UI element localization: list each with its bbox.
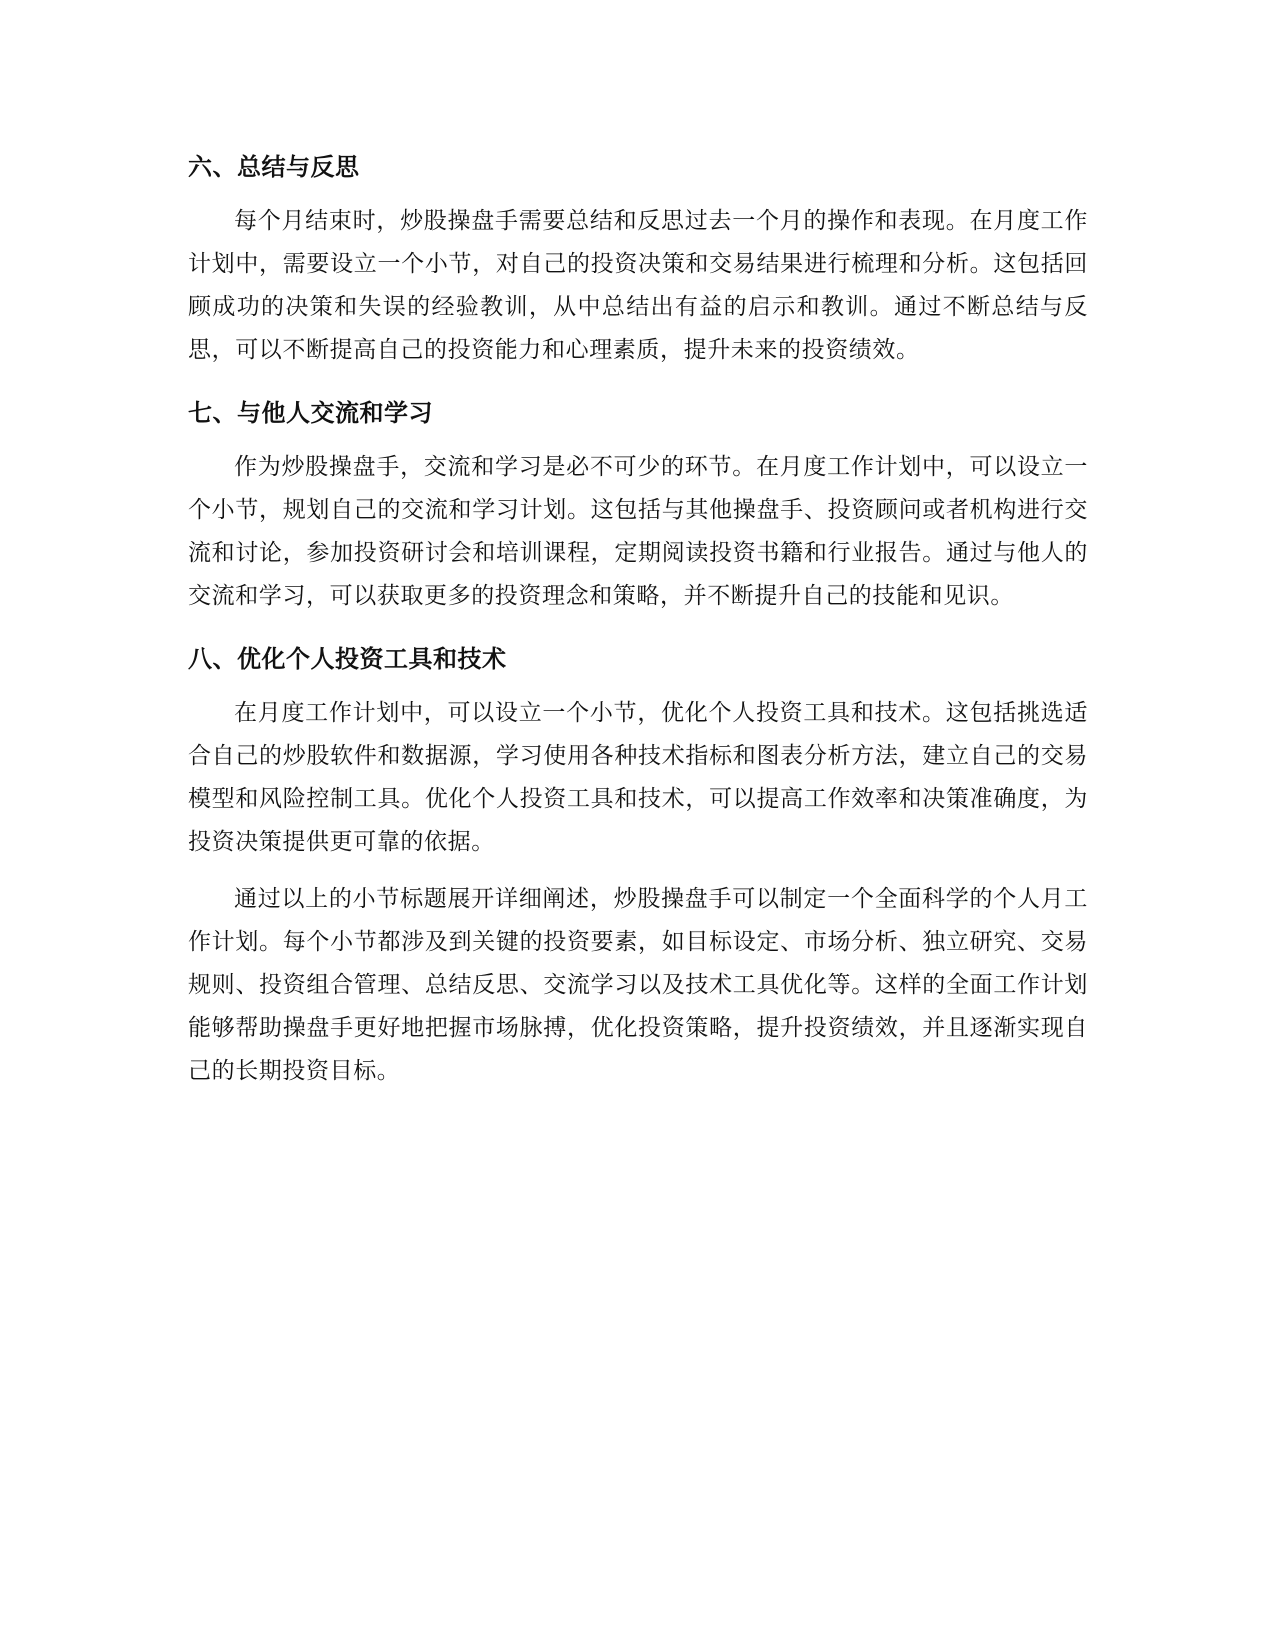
section-paragraph-summary-reflection: 每个月结束时，炒股操盘手需要总结和反思过去一个月的操作和表现。在月度工作计划中，需要设立一个小节，对自己的投资决策和交易结果进行梳理和分析。这包括回顾成功的决策和失误的经验教训，从中总结出有益的启示和教训。通过不断总结与反思，可以不断提高自己的投资能力和心理素质，提升未来的投资绩效。	[188, 208, 1088, 363]
section-paragraph-tools-techniques: 在月度工作计划中，可以设立一个小节，优化个人投资工具和技术。这包括挑选适合自己的炒股软件和数据源，学习使用各种技术指标和图表分析方法，建立自己的交易模型和风险控制工具。优化个人投资工具和技术，可以提高工作效率和决策准确度，为投资决策提供更可靠的依据。	[188, 700, 1088, 855]
document-body	[188, 140, 1088, 1093]
section-paragraph-communication-learning: 作为炒股操盘手，交流和学习是必不可少的环节。在月度工作计划中，可以设立一个小节，规划自己的交流和学习计划。这包括与其他操盘手、投资顾问或者机构进行交流和讨论，参加投资研讨会和培训课程，定期阅读投资书籍和行业报告。通过与他人的交流和学习，可以获取更多的投资理念和策略，并不断提升自己的技能和见识。	[188, 454, 1088, 609]
section-heading-tools-techniques: 八、优化个人投资工具和技术	[188, 645, 507, 673]
conclusion-paragraph: 通过以上的小节标题展开详细阐述，炒股操盘手可以制定一个全面科学的个人月工作计划。每个小节都涉及到关键的投资要素，如目标设定、市场分析、独立研究、交易规则、投资组合管理、总结反思、交流学习以及技术工具优化等。这样的全面工作计划能够帮助操盘手更好地把握市场脉搏，优化投资策略，提升投资绩效，并且逐渐实现自己的长期投资目标。	[188, 886, 1088, 1084]
section-heading-summary-reflection: 六、总结与反思	[188, 153, 360, 181]
section-heading-communication-learning: 七、与他人交流和学习	[188, 399, 433, 427]
